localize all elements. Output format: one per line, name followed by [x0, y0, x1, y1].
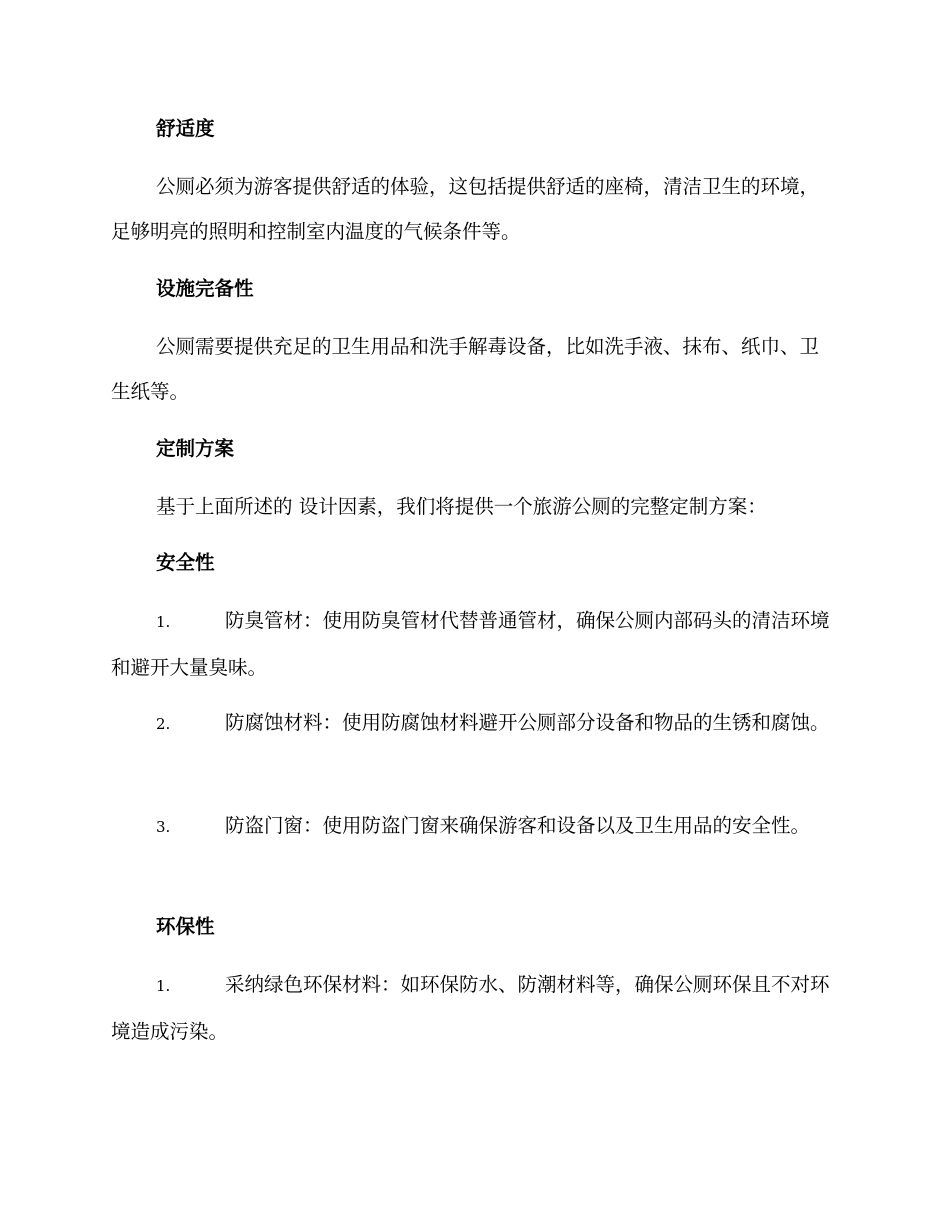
list-number: 2.: [156, 715, 171, 733]
list-item: [111, 598, 833, 690]
list-number: 3.: [156, 818, 171, 836]
list-item: [111, 962, 833, 1054]
paragraph-facilities: 公厕需要提供充足的卫生用品和洗手解毒设备，比如洗手液、抹布、纸巾、卫生纸等。: [111, 335, 820, 403]
paragraph-custom-plan: 基于上面所述的 设计因素，我们将提供一个旅游公厕的完整定制方案：: [156, 495, 767, 518]
heading-custom-plan: 定制方案: [156, 437, 235, 460]
list-number: 1.: [156, 613, 171, 631]
heading-comfort: 舒适度: [156, 117, 215, 140]
list-text: 防盗门窗：使用防盗门窗来确保游客和设备以及卫生用品的安全性。: [225, 814, 811, 837]
list-item: [111, 803, 833, 850]
list-text: 防腐蚀材料：使用防腐蚀材料避开公厕部分设备和物品的生锈和腐蚀。: [225, 711, 830, 734]
list-text: 防臭管材：使用防臭管材代替普通管材，确保公厕内部码头的清洁环境和避开大量臭味。: [111, 609, 830, 679]
list-item: [111, 700, 833, 747]
list-text: 采纳绿色环保材料：如环保防水、防潮材料等，确保公厕环保且不对环境造成污染。: [111, 973, 830, 1043]
heading-facilities: 设施完备性: [156, 277, 254, 300]
heading-eco: 环保性: [156, 915, 215, 938]
heading-safety: 安全性: [156, 551, 215, 574]
list-number: 1.: [156, 977, 171, 995]
paragraph-comfort: 公厕必须为游客提供舒适的体验，这包括提供舒适的座椅，清洁卫生的环境，足够明亮的照明和控制室内温度的气候条件等。: [111, 175, 820, 243]
